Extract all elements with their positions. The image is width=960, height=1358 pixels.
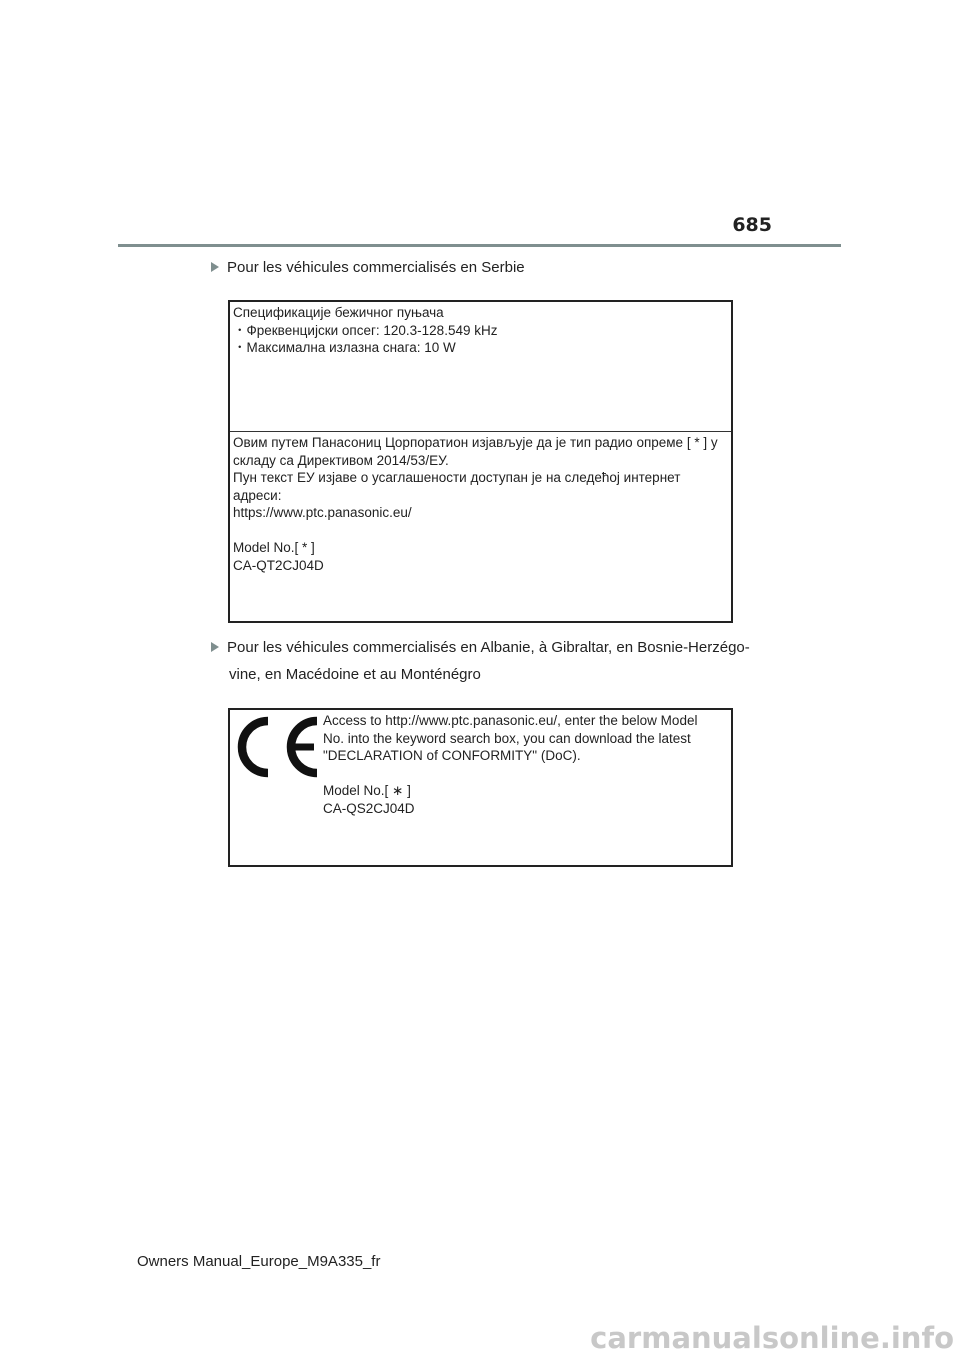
model-number: CA-QT2CJ04D: [233, 557, 324, 573]
instruction-line: No. into the keyword search box, you can download the latest: [323, 730, 691, 746]
heading-text-line2: vine, en Macédoine et au Monténégro: [229, 666, 481, 683]
model-label: Model No.[ * ]: [233, 540, 315, 555]
triangle-bullet-icon: [211, 642, 219, 652]
declaration-line: складу са Директивом 2014/53/ЕУ.: [233, 452, 449, 468]
heading-text: Pour les véhicules commercialisés en Serbie: [227, 259, 525, 276]
declaration-line: Пун текст ЕУ изјаве о усаглашености доступан је на следећој интернет: [233, 470, 681, 485]
instruction-line: "DECLARATION of CONFORMITY" (DoC).: [323, 748, 581, 763]
declaration-url: https://www.ptc.panasonic.eu/: [233, 505, 412, 520]
declaration-line: Овим путем Панасониц Цорпоратион изјављује да је тип радио опреме [ * ] у: [233, 435, 718, 450]
footer-document-id: Owners Manual_Europe_M9A335_fr: [137, 1253, 381, 1270]
watermark: carmanualsonline.info: [590, 1321, 954, 1355]
model-number: CA-QS2CJ04D: [323, 800, 415, 816]
spec-output-power: ・Максимална излазна снага: 10 W: [233, 340, 456, 355]
triangle-bullet-icon: [211, 262, 219, 272]
spacer: [323, 765, 697, 783]
spec-frequency: ・Фреквенцијски опсег: 120.3-128.549 kHz: [233, 322, 498, 338]
section-heading-serbia: [211, 254, 751, 281]
ce-instructions: [323, 712, 697, 817]
header-divider: [118, 244, 841, 247]
page-number: 685: [732, 214, 772, 236]
serbia-declaration-box: [228, 300, 733, 623]
ce-mark-icon: [234, 716, 322, 778]
model-label: Model No.[ ∗ ]: [323, 783, 411, 798]
declaration-line: адреси:: [233, 487, 282, 503]
spacer: [233, 522, 727, 540]
wireless-charger-spec-panel: [230, 302, 731, 432]
ce-declaration-box: [228, 708, 733, 867]
heading-text-line1: Pour les véhicules commercialisés en Albanie, à Gibraltar, en Bosnie-Herzégo-: [227, 639, 750, 656]
instruction-line: Access to http://www.ptc.panasonic.eu/, enter the below Model: [323, 713, 698, 728]
section-heading-balkans: [211, 634, 751, 688]
spec-title: Спецификације бежичног пуњача: [233, 305, 444, 320]
